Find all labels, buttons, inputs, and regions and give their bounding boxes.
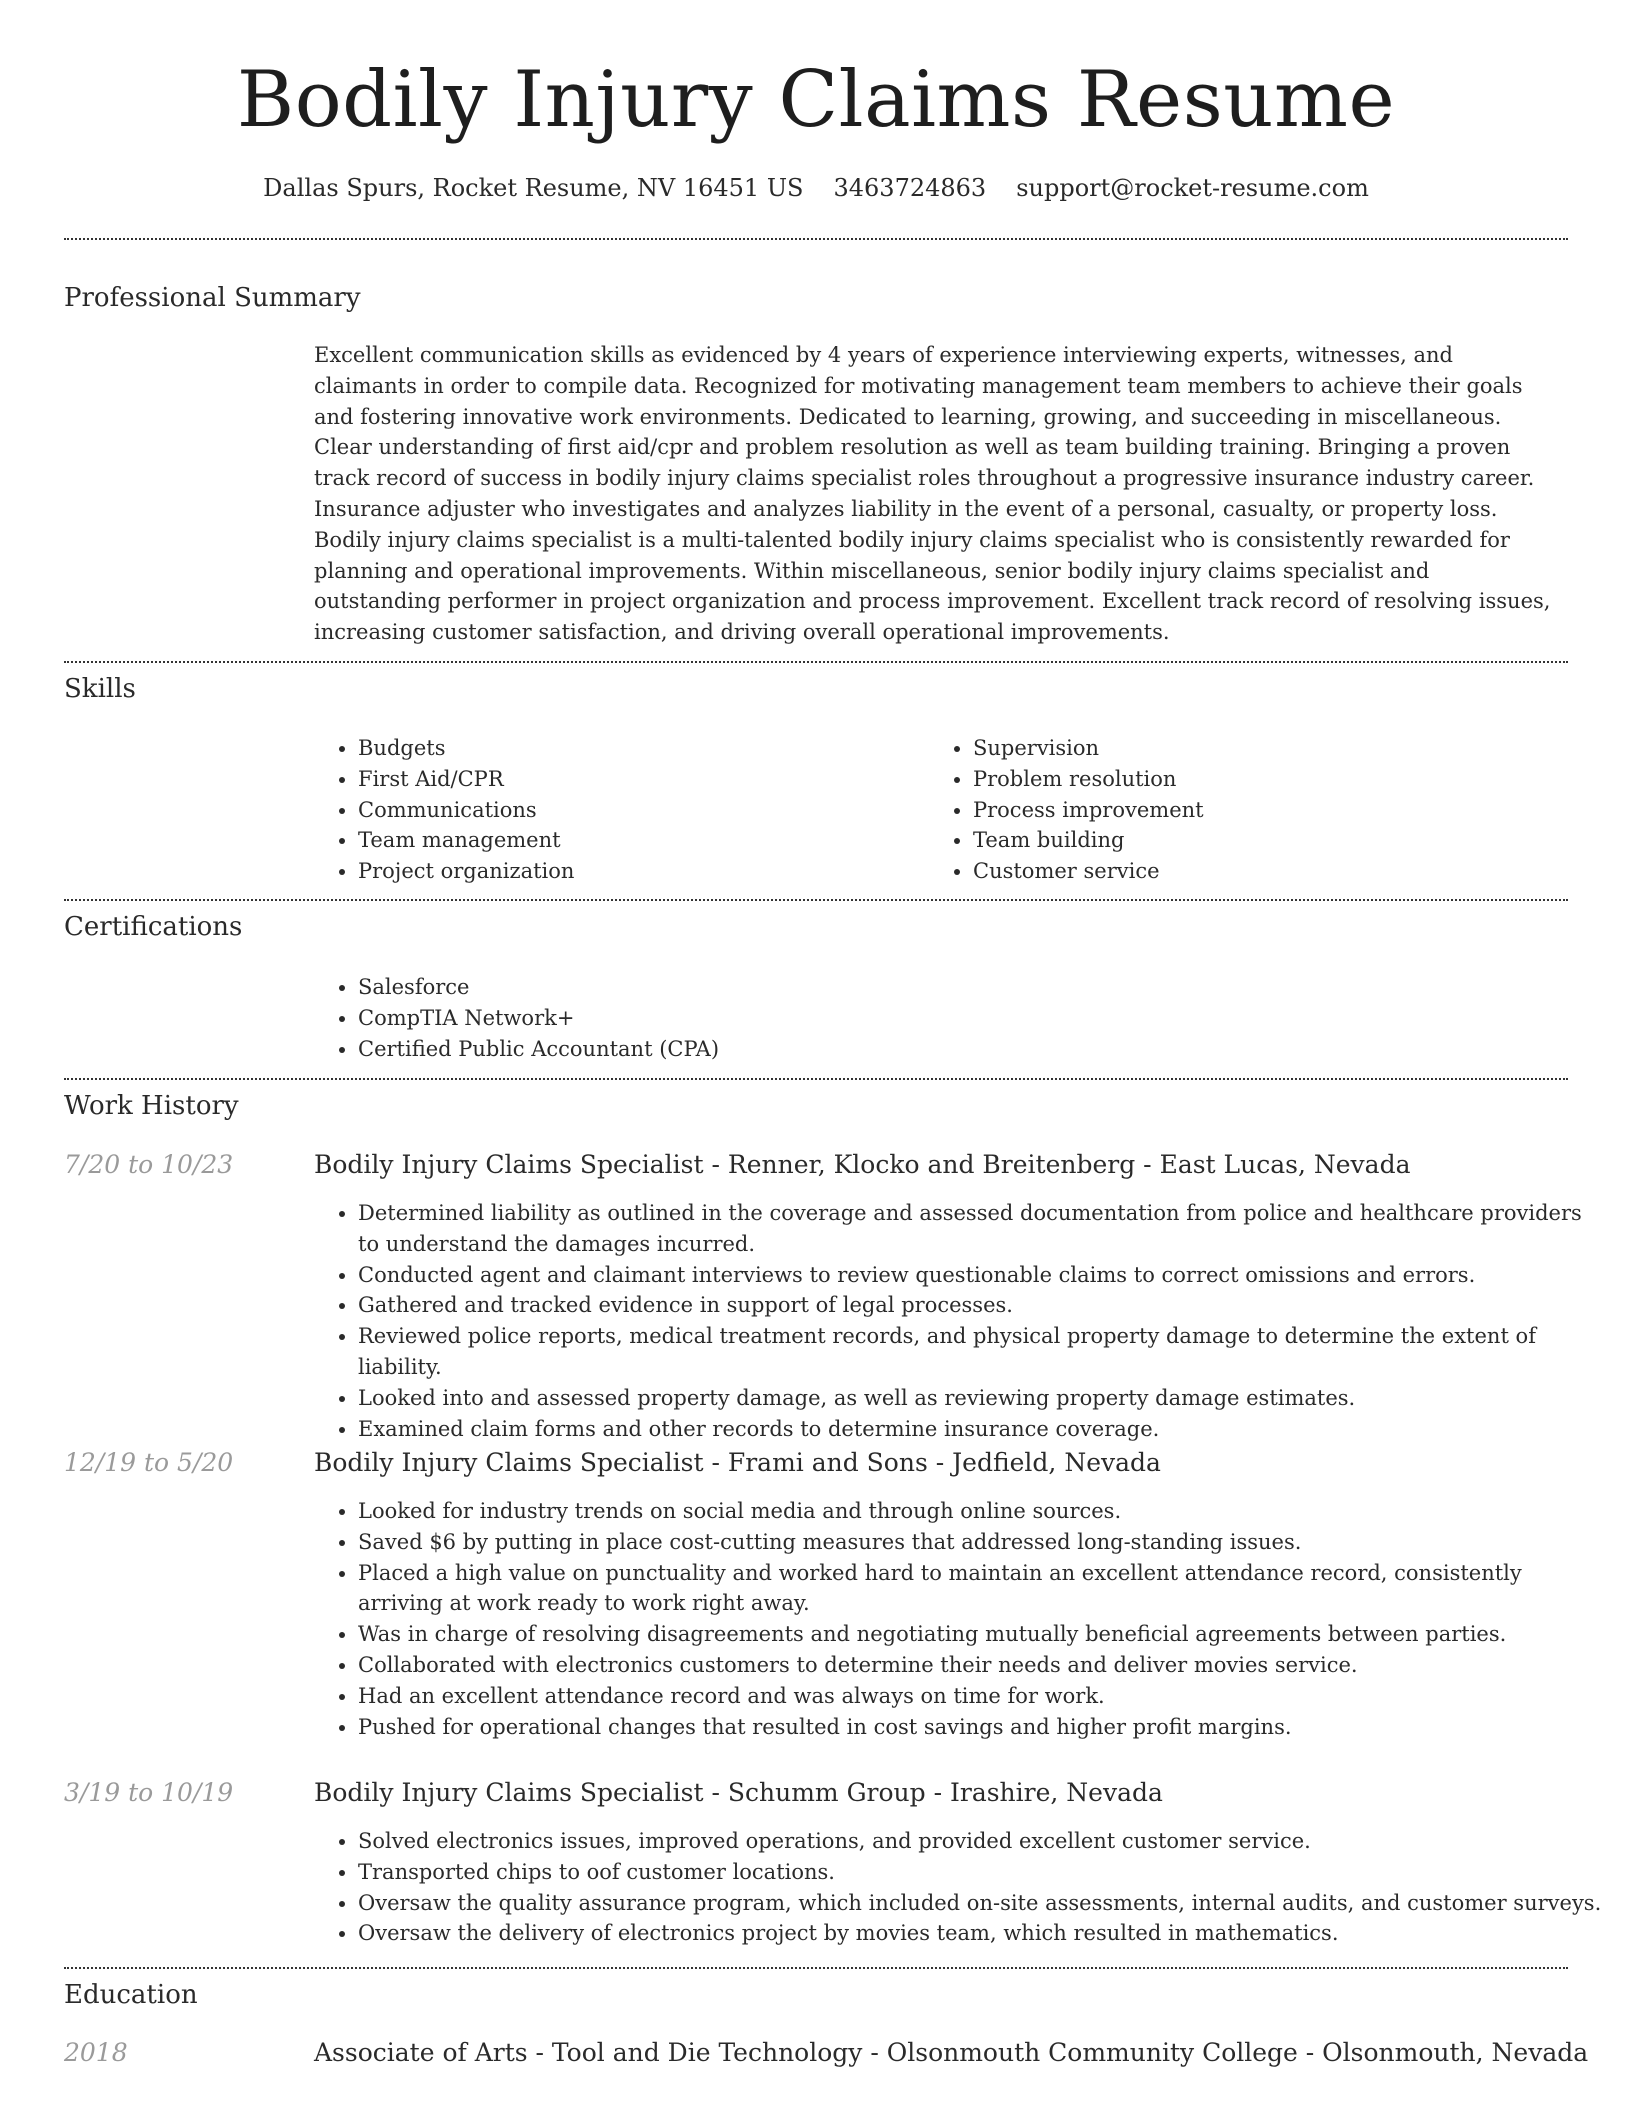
- contact-line: [0, 171, 1632, 205]
- resume-title: Bodily Injury Claims Resume: [236, 55, 1396, 145]
- divider: [64, 661, 1568, 663]
- email: support@rocket-resume.com: [1016, 174, 1369, 202]
- section-title-education: Education: [64, 1980, 198, 2010]
- list-item: • Communications: [358, 795, 918, 826]
- section-title-summary: Professional Summary: [64, 283, 361, 313]
- education-year: 2018: [64, 2038, 128, 2067]
- list-item: • Problem resolution: [973, 764, 1533, 795]
- list-item: • Conducted agent and claimant interviews to review questionable claims to correct omissions and errors.: [358, 1260, 1608, 1291]
- list-item: • Examined claim forms and other records to determine insurance coverage.: [358, 1414, 1608, 1445]
- list-item: • CompTIA Network+: [358, 1003, 1358, 1034]
- list-item: • Oversaw the quality assurance program, which included on-site assessments, internal audits, and customer surveys.: [358, 1888, 1608, 1919]
- job-dates: 3/19 to 10/19: [64, 1778, 234, 1807]
- list-item: • Pushed for operational changes that resulted in cost savings and higher profit margins.: [358, 1712, 1608, 1743]
- list-item: • Process improvement: [973, 795, 1533, 826]
- education-degree: Associate of Arts - Tool and Die Technology - Olsonmouth Community College - Olsonmouth, Nevada: [314, 2038, 1589, 2067]
- list-item: • Certified Public Accountant (CPA): [358, 1034, 1358, 1065]
- divider: [64, 1967, 1568, 1969]
- job-bullets: [314, 1198, 1608, 1444]
- divider: [64, 899, 1568, 901]
- list-item: • Solved electronics issues, improved operations, and provided excellent customer service.: [358, 1826, 1608, 1857]
- divider: [64, 238, 1568, 240]
- list-item: • Salesforce: [358, 972, 1358, 1003]
- job-title: Bodily Injury Claims Specialist - Frami and Sons - Jedfield, Nevada: [314, 1448, 1161, 1477]
- list-item: • First Aid/CPR: [358, 764, 918, 795]
- phone: 3463724863: [833, 174, 987, 202]
- certifications-list: [314, 972, 1358, 1064]
- list-item: • Determined liability as outlined in the coverage and assessed documentation from police and healthcare providers to understand the damages incurred.: [358, 1198, 1608, 1260]
- list-item: • Team building: [973, 825, 1533, 856]
- section-title-work-history: Work History: [64, 1091, 239, 1121]
- list-item: • Had an excellent attendance record and was always on time for work.: [358, 1681, 1608, 1712]
- divider: [64, 1078, 1568, 1080]
- list-item: • Was in charge of resolving disagreements and negotiating mutually beneficial agreements between parties.: [358, 1619, 1608, 1650]
- list-item: • Team management: [358, 825, 918, 856]
- job-bullets: [314, 1826, 1608, 1949]
- list-item: • Customer service: [973, 856, 1533, 887]
- list-item: • Collaborated with electronics customers to determine their needs and deliver movies service.: [358, 1650, 1608, 1681]
- skills-list-right: [929, 733, 1533, 887]
- section-title-certifications: Certifications: [64, 912, 243, 942]
- list-item: • Budgets: [358, 733, 918, 764]
- job-title: Bodily Injury Claims Specialist - Schumm Group - Irashire, Nevada: [314, 1778, 1163, 1807]
- list-item: • Oversaw the delivery of electronics project by movies team, which resulted in mathematics.: [358, 1918, 1608, 1949]
- list-item: • Project organization: [358, 856, 918, 887]
- list-item: • Gathered and tracked evidence in support of legal processes.: [358, 1290, 1608, 1321]
- section-title-skills: Skills: [64, 674, 136, 704]
- list-item: • Placed a high value on punctuality and worked hard to maintain an excellent attendance record, consistently arriving at work ready to work right away.: [358, 1558, 1608, 1620]
- job-dates: 7/20 to 10/23: [64, 1150, 234, 1179]
- list-item: • Supervision: [973, 733, 1533, 764]
- job-title: Bodily Injury Claims Specialist - Renner, Klocko and Breitenberg - East Lucas, Nevada: [314, 1150, 1411, 1179]
- list-item: • Looked for industry trends on social media and through online sources.: [358, 1496, 1608, 1527]
- summary-text: Excellent communication skills as evidenced by 4 years of experience interviewing experts, witnesses, and claimants in order to compile data. Recognized for motivating management team members to achieve their goals and fostering innovative work environments. Dedicated to learning, growing, and succeeding in miscellaneous. Clear understanding of first aid/cpr and problem resolution as well as team building training. Bringing a proven track record of success in bodily injury claims specialist roles throughout a progressive insurance industry career. Insurance adjuster who investigates and analyzes liability in the event of a personal, casualty, or property loss. Bodily injury claims specialist is a multi-talented bodily injury claims specialist who is consistently rewarded for planning and operational improvements. Within miscellaneous, senior bodily injury claims specialist and outstanding performer in project organization and process improvement. Excellent track record of resolving issues, increasing customer satisfaction, and driving overall operational improvements.: [314, 343, 1551, 645]
- list-item: • Transported chips to oof customer locations.: [358, 1857, 1608, 1888]
- list-item: • Saved $6 by putting in place cost-cutting measures that addressed long-standing issues.: [358, 1527, 1608, 1558]
- address: Dallas Spurs, Rocket Resume, NV 16451 US: [263, 174, 804, 202]
- list-item: • Reviewed police reports, medical treatment records, and physical property damage to determine the extent of liability.: [358, 1321, 1608, 1383]
- list-item: • Looked into and assessed property damage, as well as reviewing property damage estimates.: [358, 1383, 1608, 1414]
- skills-list-left: [314, 733, 918, 887]
- job-dates: 12/19 to 5/20: [64, 1448, 234, 1477]
- job-bullets: [314, 1496, 1608, 1742]
